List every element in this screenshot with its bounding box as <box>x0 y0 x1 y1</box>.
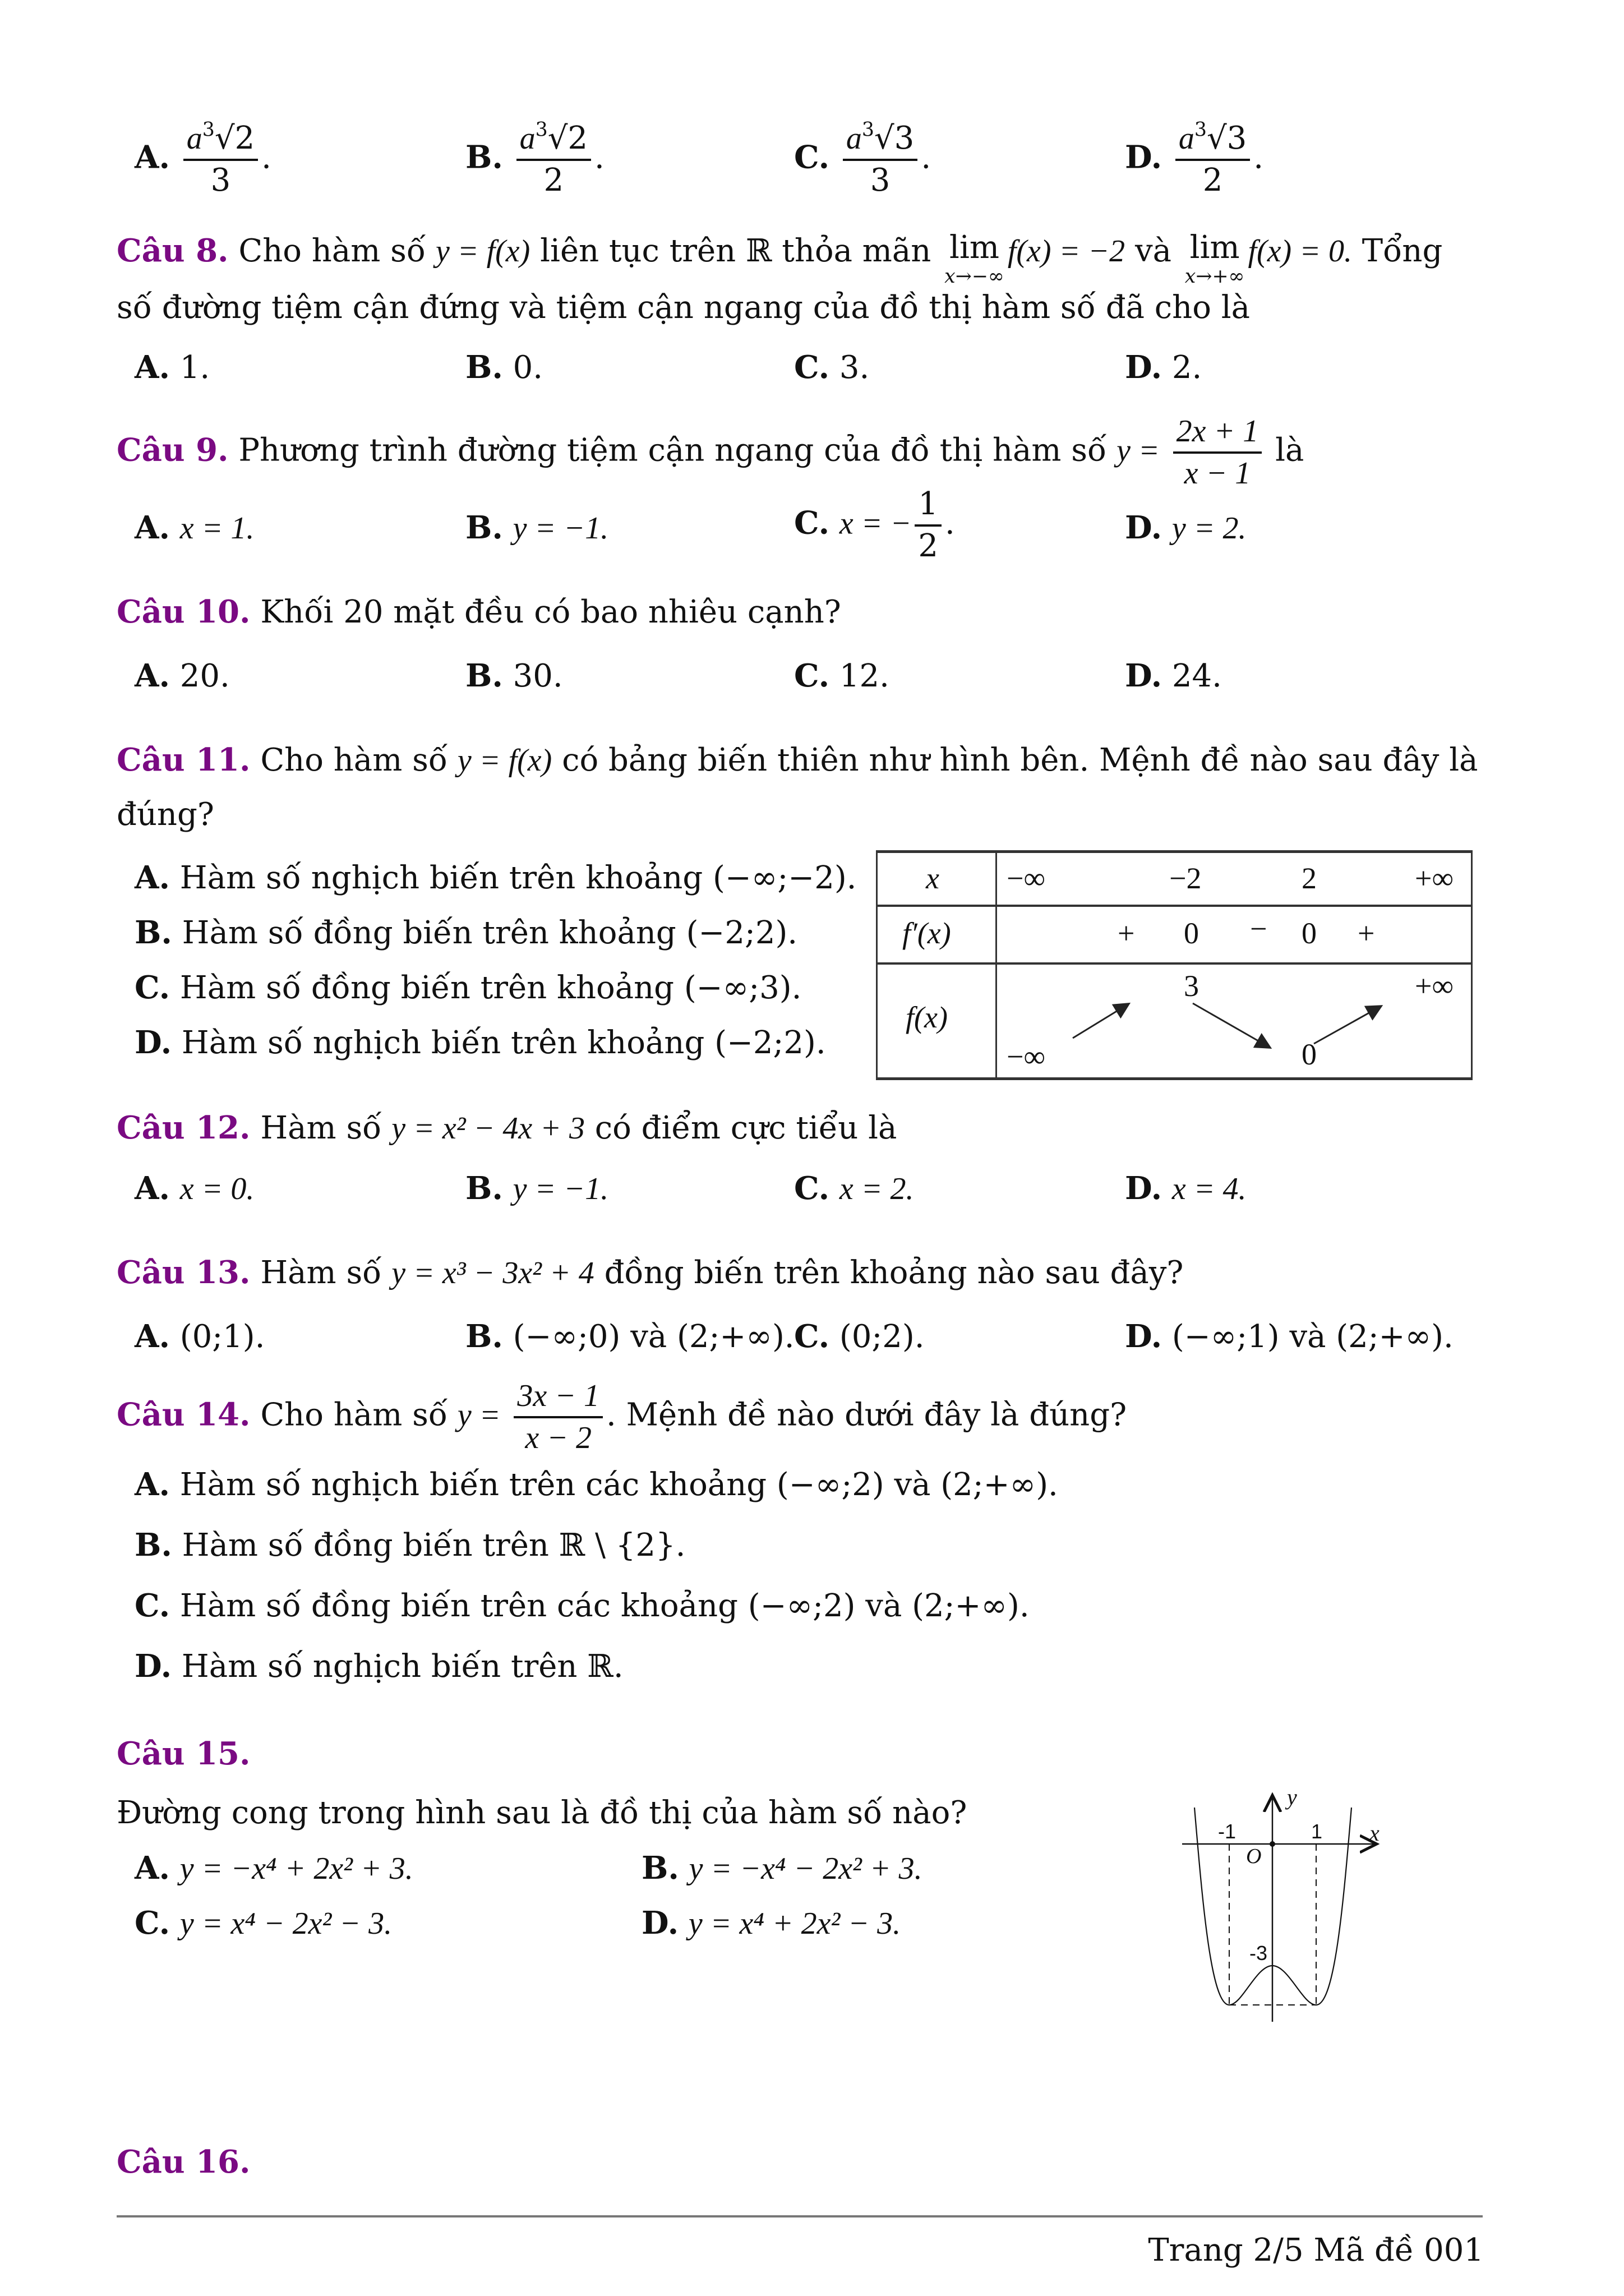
q16-title: Câu 16. <box>117 2143 251 2180</box>
origin-label: O <box>1246 1845 1262 1868</box>
q9-stem: Câu 9. Phương trình đường tiệm cận ngang của đồ thị hàm số y = $\frac{2x + 1}{x - 1}$ là <box>117 414 1304 491</box>
fraction: $\frac{3x - 1}{x - 2}$ <box>514 1380 603 1455</box>
y-axis-label: y <box>1287 1785 1297 1810</box>
question-number: Câu 12. <box>117 1109 251 1146</box>
option-label: A. <box>135 139 170 176</box>
q8-option-c: C. 3. <box>794 349 870 386</box>
q15-option-c: C. y = x⁴ − 2x² − 3. <box>135 1905 393 1942</box>
q13-option-c: C. (0;2). <box>794 1318 925 1355</box>
q15-option-b: B. y = −x⁴ − 2x² + 3. <box>642 1850 922 1887</box>
question-number: Câu 11. <box>117 741 251 778</box>
arrow-up-icon <box>1073 1004 1128 1038</box>
q8-option-d: D. 2. <box>1125 349 1202 386</box>
arrow-down-icon <box>1193 1003 1269 1047</box>
question-number: Câu 13. <box>117 1254 251 1291</box>
question-number: Câu 10. <box>117 593 251 630</box>
q15-stem: Đường cong trong hình sau là đồ thị của hàm số nào? <box>117 1795 967 1831</box>
tick-pos-one: 1 <box>1311 1820 1323 1843</box>
q13-option-b: B. (−∞;0) và (2;+∞). <box>465 1318 795 1355</box>
quartic-graph <box>1150 1767 1514 2159</box>
q10-option-a: A. 20. <box>135 657 230 694</box>
q12-option-c: C. x = 2. <box>794 1170 914 1207</box>
q11-option-b: B. Hàm số đồng biến trên khoảng (−2;2). <box>135 914 798 951</box>
f-value-end: +∞ <box>1415 969 1454 1003</box>
f-value-min: 0 <box>1302 1038 1317 1071</box>
q15-option-d: D. y = x⁴ + 2x² − 3. <box>642 1905 901 1942</box>
fraction: $\frac{a^3√2}{2}$ <box>516 122 591 197</box>
q8-option-a: A. 1. <box>135 349 210 386</box>
q8-stem: Câu 8. Cho hàm số y = f(x) liên tục trên ℝ thỏa mãn lim x→−∞ f(x) = −2 và lim x→+∞ f(x) = 0. Tổng <box>117 229 1443 288</box>
fprime-sign: 0 <box>1184 916 1199 950</box>
tick-neg-three: -3 <box>1249 1942 1268 1965</box>
q15-title: Câu 15. <box>117 1735 251 1772</box>
arrow-up-icon <box>1314 1007 1380 1044</box>
variation-table <box>876 850 1473 1080</box>
q12-option-a: A. x = 0. <box>135 1170 255 1207</box>
fraction: $\frac{a^3√3}{2}$ <box>1175 122 1250 197</box>
q15-graph <box>1150 1767 1514 2159</box>
q9-option-d: D. y = 2. <box>1125 509 1247 546</box>
q14-option-a: A. Hàm số nghịch biến trên các khoảng (−∞;2) và (2;+∞). <box>135 1466 1058 1503</box>
q15-option-a: A. y = −x⁴ + 2x² + 3. <box>135 1850 413 1887</box>
fprime-sign: + <box>1358 916 1375 950</box>
question-number: Câu 9. <box>117 431 229 469</box>
fraction: $\frac{2x + 1}{x - 1}$ <box>1173 415 1262 490</box>
fprime-sign: + <box>1118 916 1135 950</box>
q13-option-d: D. (−∞;1) và (2;+∞). <box>1125 1318 1454 1355</box>
x-value: +∞ <box>1415 861 1454 895</box>
x-value: −2 <box>1169 861 1202 895</box>
q14-option-c: C. Hàm số đồng biến trên các khoảng (−∞;2) và (2;+∞). <box>135 1587 1030 1624</box>
q7-option-a: A. $\frac{a^3√2}{3}$ . <box>135 118 271 199</box>
q12-option-d: D. x = 4. <box>1125 1170 1247 1207</box>
q11-stem: Câu 11. Cho hàm số y = f(x) có bảng biến thiên như hình bên. Mệnh đề nào sau đây là <box>117 741 1478 778</box>
fprime-sign: 0 <box>1302 916 1317 950</box>
fprime-sign: − <box>1250 912 1267 946</box>
q11-option-c: C. Hàm số đồng biến trên khoảng (−∞;3). <box>135 969 802 1006</box>
f-value-start: −∞ <box>1007 1040 1045 1073</box>
f-value-max: 3 <box>1184 969 1199 1003</box>
limit-1: lim x→−∞ <box>944 229 1004 288</box>
origin-dot <box>1270 1841 1275 1847</box>
q14-stem: Câu 14. Cho hàm số y = $\frac{3x - 1}{x - 2}$ . Mệnh đề nào dưới đây là đúng? <box>117 1378 1127 1455</box>
q13-option-a: A. (0;1). <box>135 1318 265 1355</box>
q7-option-c: C. $\frac{a^3√3}{3}$ . <box>794 118 931 199</box>
variation-arrows <box>878 853 1471 1077</box>
question-number: Câu 14. <box>117 1396 251 1433</box>
q11-stem-line2: đúng? <box>117 796 214 833</box>
q10-option-b: B. 30. <box>465 657 563 694</box>
q9-option-a: A. x = 1. <box>135 509 255 546</box>
option-label: C. <box>794 139 830 176</box>
row-header-f: f(x) <box>906 1001 948 1034</box>
q9-option-b: B. y = −1. <box>465 509 609 546</box>
q7-option-d: D. $\frac{a^3√3}{2}$ . <box>1125 118 1264 199</box>
q14-option-d: D. Hàm số nghịch biến trên ℝ. <box>135 1648 624 1685</box>
x-value: 2 <box>1302 861 1317 895</box>
footer-rule <box>117 2215 1483 2217</box>
q13-stem: Câu 13. Hàm số y = x³ − 3x² + 4 đồng biến trên khoảng nào sau đây? <box>117 1254 1184 1291</box>
q14-option-b: B. Hàm số đồng biến trên ℝ \ {2}. <box>135 1527 686 1564</box>
fraction: $\frac{1}{2}$ <box>915 488 942 563</box>
fraction: $\frac{a^3√2}{3}$ <box>183 122 258 197</box>
q10-option-d: D. 24. <box>1125 657 1222 694</box>
x-value: −∞ <box>1007 861 1045 895</box>
limit-2: lim x→+∞ <box>1184 229 1245 288</box>
q11-option-d: D. Hàm số nghịch biến trên khoảng (−2;2). <box>135 1024 826 1061</box>
q10-stem: Câu 10. Khối 20 mặt đều có bao nhiêu cạnh? <box>117 593 841 630</box>
option-label: B. <box>465 139 503 176</box>
page-footer: Trang 2/5 Mã đề 001 <box>1148 2232 1484 2269</box>
q11-option-a: A. Hàm số nghịch biến trên khoảng (−∞;−2). <box>135 859 857 896</box>
fraction: $\frac{a^3√3}{3}$ <box>843 122 917 197</box>
q9-option-c: C. x = − $\frac{1}{2}$ . <box>794 486 955 564</box>
x-axis-label: x <box>1369 1820 1380 1846</box>
tick-neg-one: -1 <box>1218 1820 1237 1843</box>
q8-option-b: B. 0. <box>465 349 543 386</box>
q10-option-c: C. 12. <box>794 657 889 694</box>
row-header-fprime: f′(x) <box>902 916 951 950</box>
q12-option-b: B. y = −1. <box>465 1170 609 1207</box>
q8-stem-line2: số đường tiệm cận đứng và tiệm cận ngang của đồ thị hàm số đã cho là <box>117 289 1251 326</box>
q7-option-b: B. $\frac{a^3√2}{2}$ . <box>465 118 605 199</box>
row-header-x: x <box>926 861 939 895</box>
q12-stem: Câu 12. Hàm số y = x² − 4x + 3 có điểm cực tiểu là <box>117 1109 897 1146</box>
question-number: Câu 8. <box>117 232 229 269</box>
option-label: D. <box>1125 139 1162 176</box>
